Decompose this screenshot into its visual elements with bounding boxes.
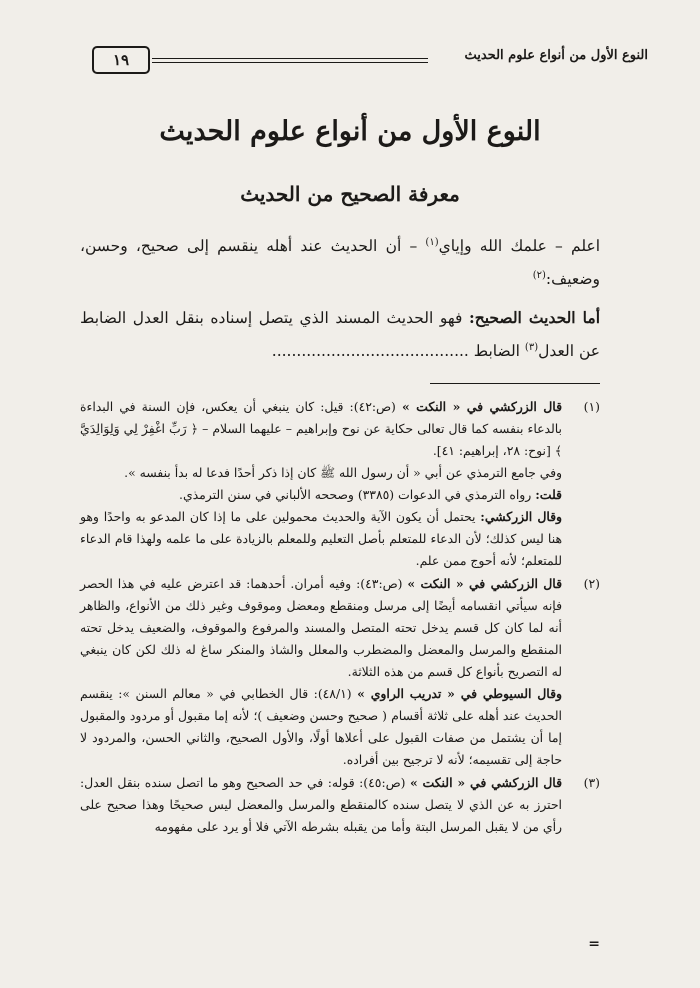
footnotes (80, 396, 600, 839)
page-number: ١٩ (92, 46, 150, 74)
p2-text-a: فهو الحديث المسند الذي يتصل إسناده بنقل العدل الضابط عن العدل (80, 309, 600, 361)
p2-text-b: الضابط ........................................ (271, 342, 525, 361)
footnote-text: (ص:٤٥): قوله: في حد الصحيح وهو ما اتصل سنده بنقل العدل: احترز به عن الذي لا يتصل سنده كالمنقطع والمرسل والمعضل ليس صحيحًا وهذا صحيح على رأي من لا يقبل المرسل البتة وأما من يقبله بشرطه الآتي فلا أو يرد على مفهومه (80, 775, 562, 834)
footnote-paragraph (80, 396, 562, 462)
footnote-lead: قلت: (535, 487, 562, 502)
p1-text-b: – أن الحديث عند أهله ينقسم إلى صحيح، وحسن، وضعيف: (80, 237, 600, 289)
footnote-number: (١) (583, 399, 600, 414)
running-header (92, 40, 648, 84)
footnote-number: (٣) (583, 775, 600, 790)
footnote-lead: قال الزركشي في « النكت » (407, 576, 562, 591)
body-paragraph-1 (80, 228, 600, 294)
body-paragraph-2 (80, 303, 600, 366)
footnote-paragraph (80, 772, 562, 838)
running-title: النوع الأول من أنواع علوم الحديث (464, 48, 648, 63)
header-rule (152, 58, 428, 63)
chapter-title: النوع الأول من أنواع علوم الحديث (159, 116, 541, 147)
footnote-paragraph (80, 683, 562, 771)
footnote-text: وفي جامع الترمذي عن أبي « أن رسول الله ﷺ كان إذا ذكر أحدًا فدعا له بدأ بنفسه ». (124, 465, 562, 480)
footnote-text: يحتمل أن يكون الآية والحديث محمولين على ما إذا كان المدعو به واحدًا وهو هنا ليس كذلك؛ لأن الدعاء للمتعلم بأصل التعليم وللمعلم بالزيادة على ما علمه ولهذا قام الدعاء للمتعلم؛ لأنه أحوج ممن علم. (80, 509, 562, 568)
footnote-lead: وقال السيوطي في « تدريب الراوي » (357, 686, 562, 701)
footnote-number: (٢) (583, 576, 600, 591)
footnote-paragraph (80, 462, 562, 484)
footnote-lead: وقال الزركشي: (480, 509, 563, 524)
footnote-text: (ص:٤٢): قيل: كان ينبغي أن يعكس، فإن السنة في البداءة بالدعاء بنفسه كما قال تعالى حكاية عن نوح وإبراهيم – عليهما السلام – ﴿ رَبِّ اغْفِرْ لِي وَلِوَالِدَيَّ ﴾ [نوح: ٢٨، إبراهيم: ٤١]. (80, 399, 562, 458)
footnote-3 (80, 772, 600, 838)
footnote-2 (80, 573, 600, 771)
footnote-1 (80, 396, 600, 572)
continuation-mark: = (588, 936, 600, 952)
footnote-ref-1[interactable]: (١) (425, 237, 439, 248)
footnote-lead: قال الزركشي في « النكت » (409, 775, 562, 790)
p2-lead: أما الحديث الصحيح: (468, 308, 600, 327)
footnote-paragraph (80, 506, 562, 572)
footnote-paragraph (80, 573, 562, 683)
footnote-lead: قال الزركشي في « النكت » (401, 399, 562, 414)
p1-text-a: اعلم – علمك الله وإياي (438, 237, 600, 256)
footnote-paragraph (80, 484, 562, 506)
footnote-text: رواه الترمذي في الدعوات (٣٣٨٥) وصححه الألباني في سنن الترمذي. (179, 487, 536, 502)
footnote-ref-2[interactable]: (٢) (532, 270, 546, 282)
footnote-separator (430, 383, 600, 384)
section-title: معرفة الصحيح من الحديث (240, 182, 460, 206)
footnote-text: (ص:٤٣): وفيه أمران. أحدهما: قد اعترض عليه في هذا الحصر فإنه سيأتي انقسامه أيضًا إلى مرسل ومنقطع ومعضل وموقوف وغير ذلك من الأنواع، والظاهر أنه لما كان كل قسم يدخل تحته المتصل والمسند والمرفوع والموقوف، والضعيف يدخل تحته المنقطع والمرسل والمعضل والمضطرب والمعلل والشاذ والمنكر ساغ له ذلك لكن كان ينبغي له التصريح بأنواع كل قسم من هذه الثلاثة. (80, 576, 562, 679)
footnote-text: (٤٨/١): قال الخطابي في « معالم السنن »: ينقسم الحديث عند أهله على ثلاثة أقسام ( صحيح وحسن وضعيف )؛ لأنه إما مقبول أو مردود والمقبول إما أن يشتمل من صفات القبول على أعلاها أولًا، والأول الصحيح، والثاني الحسن، والمردود لا حاجة إلى تقسيمه؛ لأنه لا ترجيح بين أفراده. (80, 686, 562, 767)
footnote-ref-3[interactable]: (٣) (524, 342, 539, 353)
